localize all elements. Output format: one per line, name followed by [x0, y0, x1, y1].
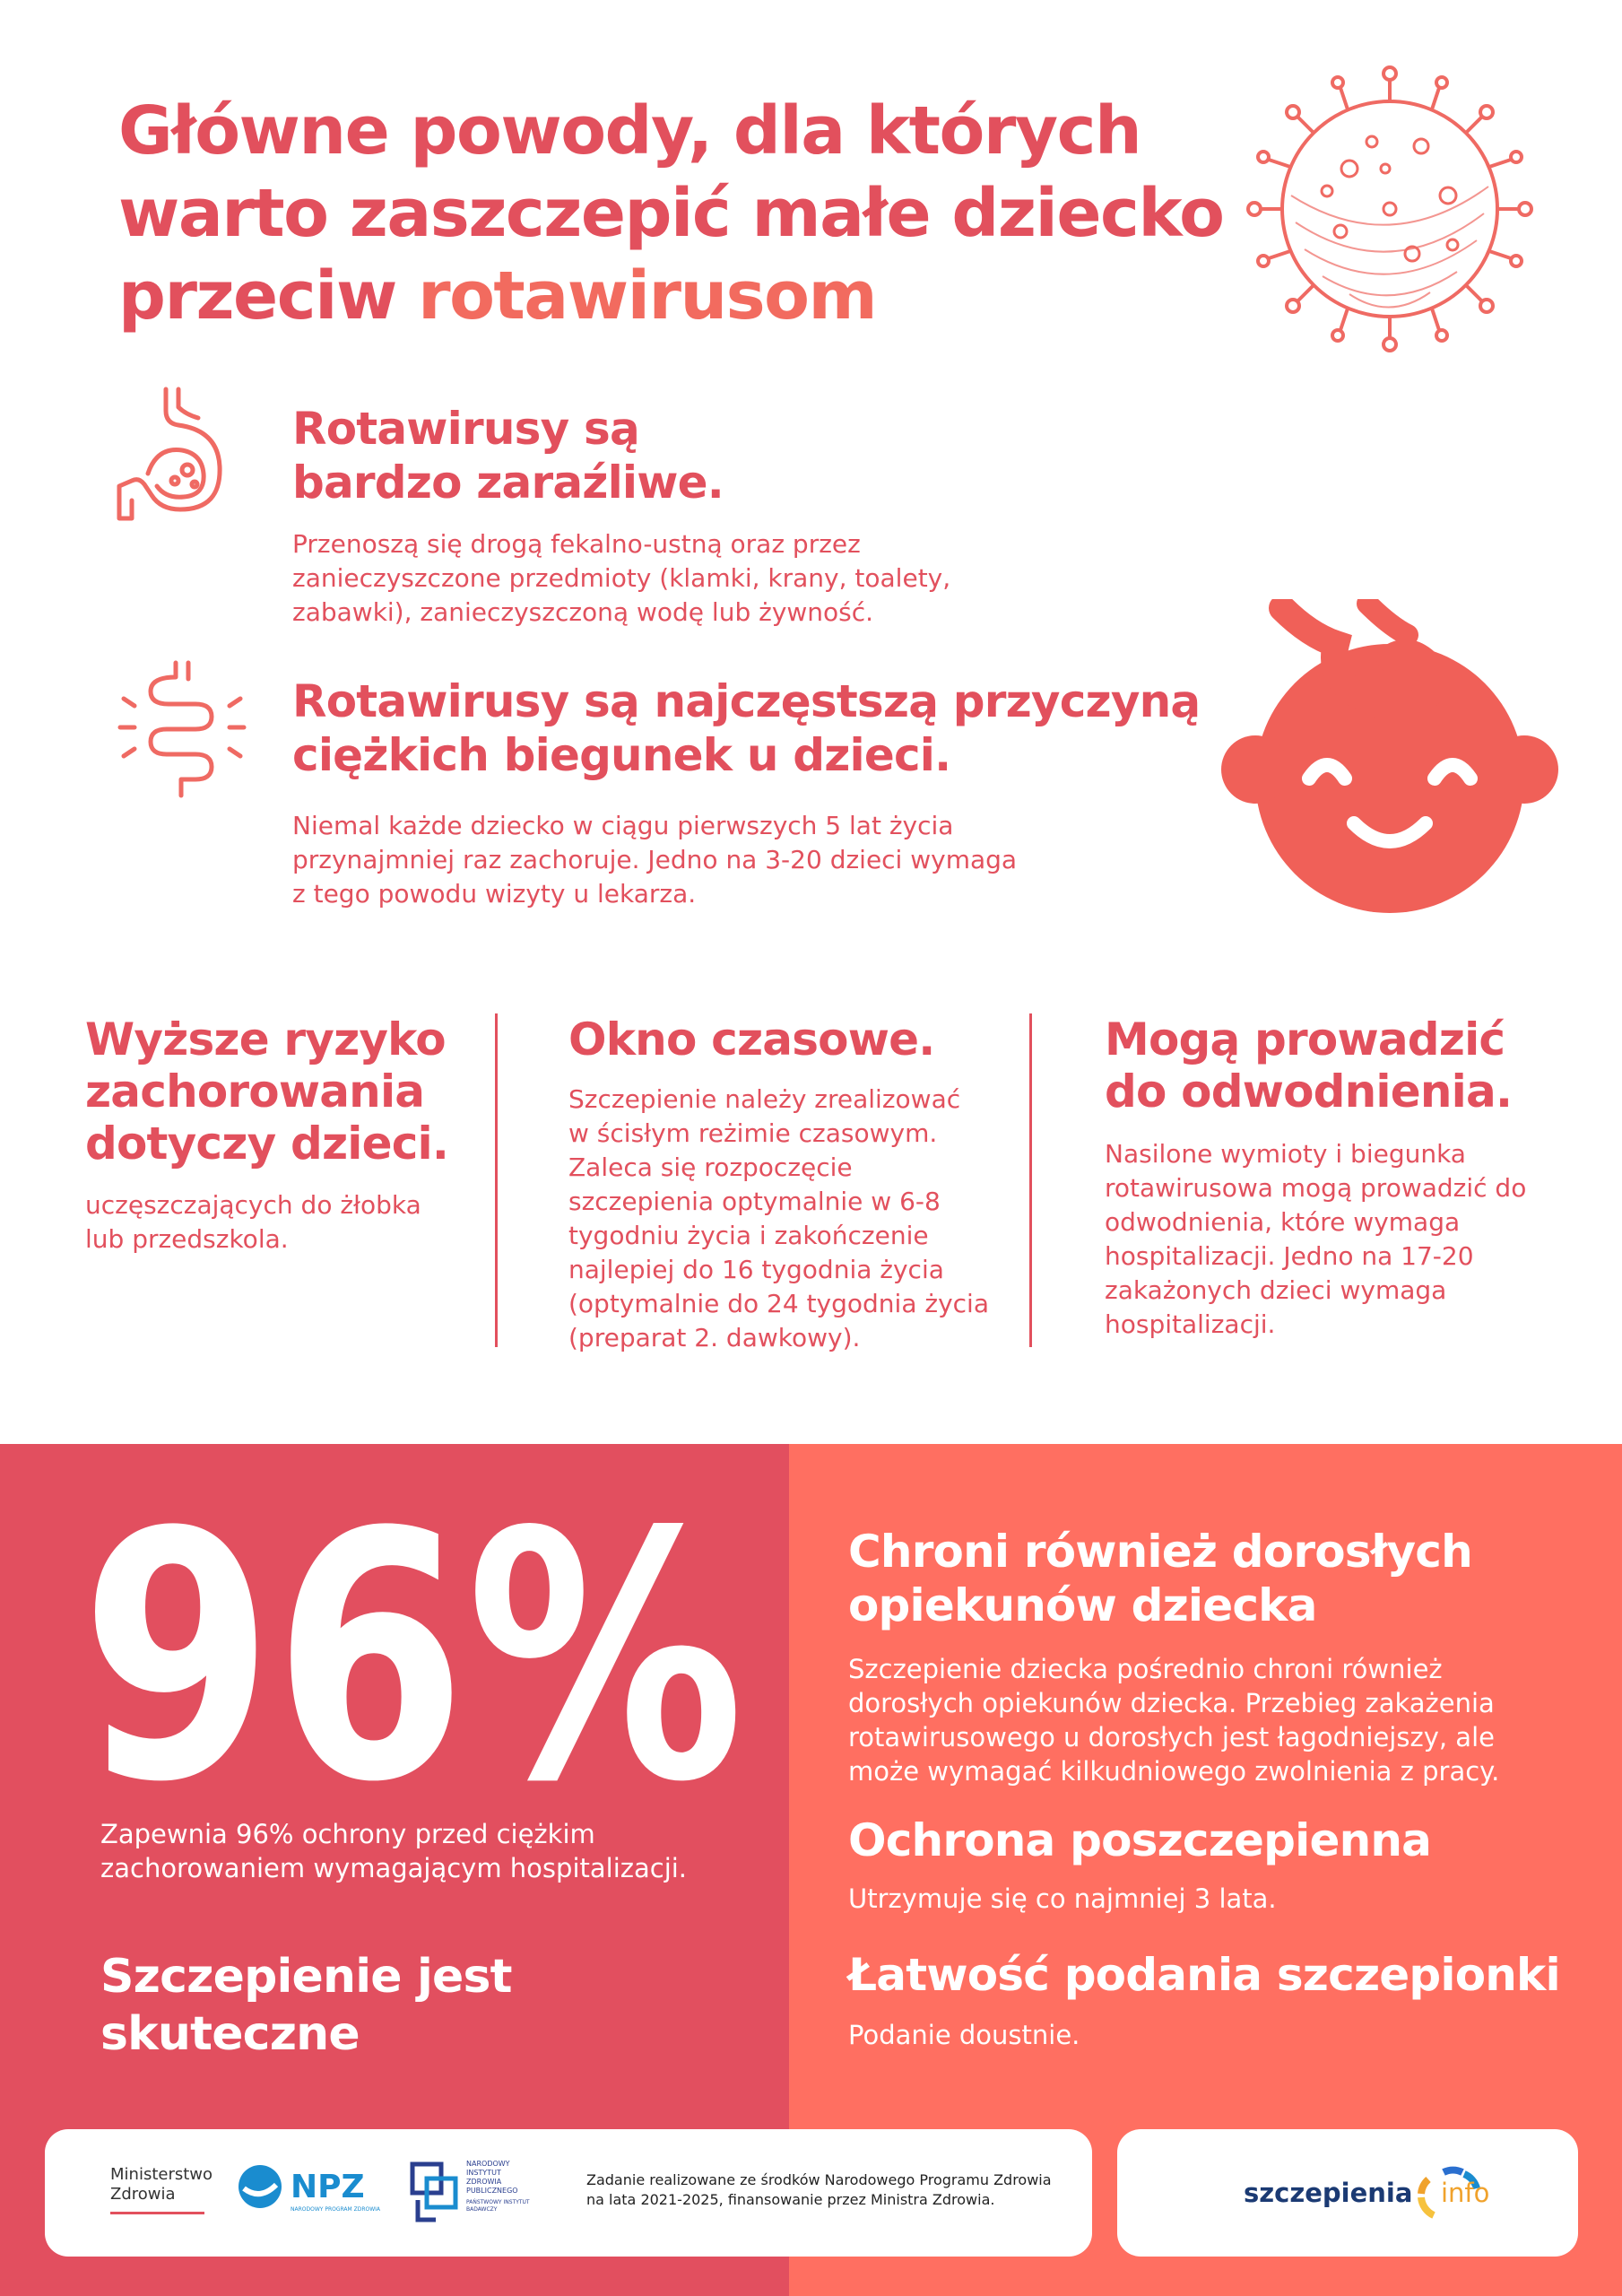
stomach-icon — [112, 384, 238, 527]
column2-text-line8: (preparat 2. dawkowy). — [568, 1323, 861, 1352]
section1-text — [292, 527, 1028, 630]
virus-icon — [1242, 61, 1538, 357]
title-line-2: warto zaszczepić małe dziecko — [118, 175, 1224, 252]
baby-face-icon — [1219, 599, 1560, 922]
funding-note — [586, 2170, 1053, 2210]
column1-text-line1: uczęszczających do żłobka — [85, 1190, 421, 1220]
intestines-icon — [115, 659, 249, 798]
column3-text-line6: hospitalizacji. — [1105, 1309, 1276, 1339]
nizp-line6: BADAWCZY — [466, 2206, 498, 2213]
adults-text-line3: rotawirusowego u dorosłych jest łagodniejszy, ale — [848, 1722, 1495, 1752]
column1-heading-line2: zachorowania — [85, 1065, 425, 1118]
column3-text-line4: hospitalizacji. Jedno na 17-20 — [1105, 1241, 1474, 1271]
column3-text-line2: rotawirusowa mogą prowadzić do — [1105, 1173, 1527, 1203]
section1-text-line1: Przenoszą się drogą fekalno-ustną oraz przez — [292, 529, 861, 559]
column1-heading-line1: Wyższe ryzyko — [85, 1013, 446, 1065]
administration-heading: Łatwość podania szczepionki — [848, 1949, 1560, 2001]
section1-text-line3: zabawki), zanieczyszczoną wodę lub żywność. — [292, 597, 874, 627]
column2-heading-line1: Okno czasowe. — [568, 1013, 935, 1065]
title-prefix: przeciw — [118, 257, 419, 335]
column3-text-line1: Nasilone wymioty i biegunka — [1105, 1139, 1466, 1169]
effectiveness-text-line1: Zapewnia 96% ochrony przed ciężkim — [100, 1819, 595, 1849]
section1-text-line2: zanieczyszczone przedmioty (klamki, krany, toalety, — [292, 563, 951, 593]
section2-heading — [292, 674, 1234, 782]
section2-heading-line2: ciężkich biegunek u dzieci. — [292, 729, 951, 781]
adults-text-line4: może wymagać kilkudniowego zwolnienia z pracy. — [848, 1756, 1500, 1787]
title-line-3 — [118, 255, 1248, 337]
page-title — [118, 90, 1248, 337]
ministry-logo — [110, 2165, 213, 2205]
funding-line2: na lata 2021-2025, finansowanie przez Ministra Zdrowia. — [586, 2191, 995, 2208]
section2-heading-line1: Rotawirusy są najczęstszą przyczyną — [292, 675, 1201, 727]
column3-heading-line1: Mogą prowadzić — [1105, 1013, 1505, 1065]
ministry-line2: Zdrowia — [110, 2185, 176, 2204]
title-accent: rotawirusom — [418, 257, 877, 335]
adults-text — [848, 1652, 1557, 1788]
column3-text-line5: zakażonych dzieci wymaga — [1105, 1275, 1447, 1305]
column2-text-line6: najlepiej do 16 tygodnia życia — [568, 1255, 944, 1284]
npz-logo — [235, 2161, 387, 2215]
npz-logo-text: NPZ — [291, 2169, 365, 2205]
administration-text: Podanie doustnie. — [848, 2020, 1080, 2050]
effectiveness-text-line2: zachorowaniem wymagającym hospitalizacji. — [100, 1853, 688, 1883]
column2-text-line4: szczepienia optymalnie w 6-8 — [568, 1187, 941, 1216]
adults-heading — [848, 1525, 1583, 1632]
section1-heading-line2: bardzo zaraźliwe. — [292, 457, 724, 509]
adults-heading-line2: opiekunów dziecka — [848, 1579, 1317, 1631]
adults-heading-line1: Chroni również dorosłych — [848, 1526, 1472, 1578]
section2-text-line1: Niemal każde dziecko w ciągu pierwszych 5 lat życia — [292, 811, 954, 840]
column1-text — [85, 1188, 462, 1257]
column-divider — [1029, 1013, 1032, 1347]
section2-text — [292, 809, 1081, 911]
adults-text-line1: Szczepienie dziecka pośrednio chroni również — [848, 1654, 1443, 1684]
info-text: info — [1441, 2178, 1490, 2208]
nizp-line2: INSTYTUT — [466, 2169, 501, 2177]
nizp-line3: ZDROWIA — [466, 2178, 502, 2186]
column3-text — [1105, 1137, 1553, 1342]
section1-heading-line1: Rotawirusy są — [292, 403, 639, 455]
column1-text-line2: lub przedszkola. — [85, 1224, 289, 1254]
section2-text-line3: z tego powodu wizyty u lekarza. — [292, 879, 697, 909]
nizp-line1: NARODOWY — [466, 2160, 510, 2168]
column2-text-line5: tygodniu życia i zakończenie — [568, 1221, 929, 1250]
column3-text-line3: odwodnienia, które wymaga — [1105, 1207, 1461, 1237]
funding-line1: Zadanie realizowane ze środków Narodowego Programu Zdrowia — [586, 2171, 1052, 2188]
section1-heading — [292, 402, 920, 509]
column3-heading — [1105, 1013, 1571, 1118]
column2-heading — [568, 1013, 1035, 1065]
column3-heading-line2: do odwodnienia. — [1105, 1065, 1513, 1118]
nizp-logo — [409, 2157, 543, 2229]
adults-text-line2: dorosłych opiekunów dziecka. Przebieg zakażenia — [848, 1688, 1495, 1718]
nizp-line5: PAŃSTWOWY INSTYTUT — [466, 2199, 530, 2205]
column2-text-line3: Zaleca się rozpoczęcie — [568, 1152, 853, 1182]
effectiveness-text — [100, 1817, 746, 1885]
effectiveness-heading: Szczepienie jest skuteczne — [100, 1950, 512, 2061]
szczepienia-text: szczepienia — [1244, 2178, 1413, 2208]
column1-heading — [85, 1013, 462, 1170]
big-percentage-text: 96% — [81, 1507, 744, 1803]
protection-text: Utrzymuje się co najmniej 3 lata. — [848, 1883, 1277, 1914]
nizp-line4: PUBLICZNEGO — [466, 2187, 518, 2195]
ministry-line1: Ministerstwo — [110, 2165, 213, 2184]
protection-heading: Ochrona poszczepienna — [848, 1814, 1432, 1866]
column2-text — [568, 1083, 1017, 1355]
big-percentage — [81, 1507, 762, 1803]
ministry-underline — [110, 2212, 204, 2214]
npz-logo-subtext: NARODOWY PROGRAM ZDROWIA — [291, 2206, 381, 2213]
section2-text-line2: przynajmniej raz zachoruje. Jedno na 3-20 dzieci wymaga — [292, 845, 1018, 874]
column1-heading-line3: dotyczy dzieci. — [85, 1118, 449, 1170]
column2-text-line7: (optymalnie do 24 tygodnia życia — [568, 1289, 989, 1318]
title-line-1: Główne powody, dla których — [118, 92, 1141, 170]
column2-text-line2: w ścisłym reżimie czasowym. — [568, 1118, 938, 1148]
column2-text-line1: Szczepienie należy zrealizować — [568, 1084, 961, 1114]
column-divider — [495, 1013, 498, 1347]
